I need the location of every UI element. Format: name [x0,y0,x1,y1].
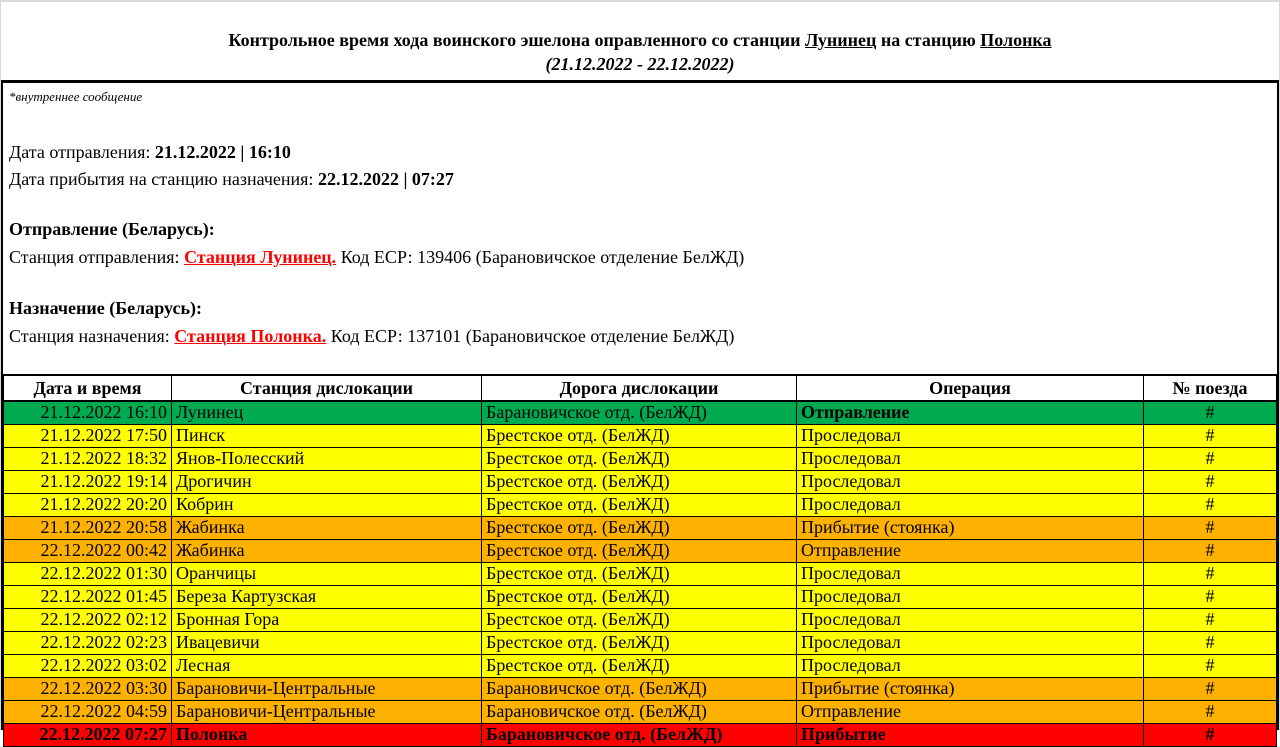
cell-train: # [1144,608,1277,631]
cell-train: # [1144,700,1277,723]
cell-train: # [1144,401,1277,424]
cell-datetime: 21.12.2022 17:50 [4,424,172,447]
cell-train: # [1144,562,1277,585]
cell-train: # [1144,585,1277,608]
table-row [4,539,1277,562]
cell-datetime: 22.12.2022 03:02 [4,654,172,677]
cell-datetime: 22.12.2022 00:42 [4,539,172,562]
cell-operation: Проследовал [797,654,1144,677]
cell-road: Брестское отд. (БелЖД) [482,654,797,677]
cell-operation: Проследовал [797,585,1144,608]
origin-heading: Отправление (Беларусь): [9,219,215,239]
cell-datetime: 22.12.2022 04:59 [4,700,172,723]
cell-train: # [1144,470,1277,493]
cell-road: Барановичское отд. (БелЖД) [482,401,797,424]
destination-heading: Назначение (Беларусь): [9,298,202,318]
cell-datetime: 21.12.2022 19:14 [4,470,172,493]
cell-operation: Отправление [797,401,1144,424]
cell-station: Янов-Полесский [172,447,482,470]
table-row [4,470,1277,493]
cell-train: # [1144,493,1277,516]
cell-datetime: 21.12.2022 20:58 [4,516,172,539]
departure-date-line [9,139,1277,166]
table-row [4,401,1277,424]
cell-station: Жабинка [172,516,482,539]
cell-operation: Прибытие (стоянка) [797,677,1144,700]
cell-road: Брестское отд. (БелЖД) [482,447,797,470]
cell-operation: Проследовал [797,493,1144,516]
cell-train: # [1144,723,1277,746]
cell-train: # [1144,654,1277,677]
report-date-range: (21.12.2022 - 22.12.2022) [545,54,735,74]
cell-operation: Проследовал [797,447,1144,470]
cell-station: Полонка [172,723,482,746]
info-block [9,139,1277,193]
cell-train: # [1144,631,1277,654]
cell-road: Брестское отд. (БелЖД) [482,631,797,654]
cell-station: Жабинка [172,539,482,562]
cell-station: Оранчицы [172,562,482,585]
table-row [4,677,1277,700]
cell-train: # [1144,677,1277,700]
report-title [1,28,1279,52]
table-row [4,424,1277,447]
cell-operation: Проследовал [797,424,1144,447]
cell-road: Брестское отд. (БелЖД) [482,608,797,631]
cell-road: Брестское отд. (БелЖД) [482,562,797,585]
column-header: Дата и время [4,375,172,401]
cell-datetime: 22.12.2022 02:12 [4,608,172,631]
arrival-date-label: Дата прибытия на станцию назначения: [9,169,318,189]
table-row [4,700,1277,723]
cell-road: Барановичское отд. (БелЖД) [482,677,797,700]
report-title-band [1,2,1279,83]
title-to-station: Полонка [980,30,1052,50]
cell-operation: Прибытие [797,723,1144,746]
title-from-station: Лунинец [804,30,877,50]
internal-note: *внутреннее сообщение [9,89,143,104]
cell-station: Барановичи-Центральные [172,677,482,700]
cell-datetime: 21.12.2022 18:32 [4,447,172,470]
cell-operation: Отправление [797,700,1144,723]
cell-station: Ивацевичи [172,631,482,654]
origin-station-link[interactable]: Станция Лунинец. [184,247,337,267]
cell-road: Брестское отд. (БелЖД) [482,493,797,516]
destination-rest: Код ЕСР: 137101 (Барановичское отделение БелЖД) [326,326,735,346]
cell-station: Береза Картузская [172,585,482,608]
cell-operation: Проследовал [797,562,1144,585]
cell-train: # [1144,447,1277,470]
cell-datetime: 22.12.2022 02:23 [4,631,172,654]
report-body [1,83,1279,744]
origin-line [9,243,1277,272]
title-middle: на станцию [876,30,981,50]
cell-operation: Отправление [797,539,1144,562]
destination-station-link[interactable]: Станция Полонка. [174,326,327,346]
destination-label: Станция назначения: [9,326,175,346]
table-row [4,654,1277,677]
table-row [4,493,1277,516]
origin-label: Станция отправления: [9,247,185,267]
cell-station: Лесная [172,654,482,677]
cell-road: Брестское отд. (БелЖД) [482,539,797,562]
title-prefix: Контрольное время хода воинского эшелона оправленного со станции [228,30,805,50]
column-header: Станция дислокации [172,375,482,401]
cell-road: Брестское отд. (БелЖД) [482,424,797,447]
cell-datetime: 22.12.2022 07:27 [4,723,172,746]
cell-train: # [1144,424,1277,447]
table-row [4,608,1277,631]
table-row [4,562,1277,585]
cell-road: Брестское отд. (БелЖД) [482,516,797,539]
origin-section [9,215,1277,272]
departure-date-label: Дата отправления: [9,142,155,162]
table-row [4,631,1277,654]
cell-train: # [1144,539,1277,562]
cell-operation: Проследовал [797,631,1144,654]
cell-road: Барановичское отд. (БелЖД) [482,700,797,723]
arrival-date-line [9,166,1277,193]
column-header: Операция [797,375,1144,401]
cell-operation: Проследовал [797,470,1144,493]
cell-station: Бронная Гора [172,608,482,631]
cell-station: Барановичи-Центральные [172,700,482,723]
cell-station: Лунинец [172,401,482,424]
cell-station: Дрогичин [172,470,482,493]
origin-rest: Код ЕСР: 139406 (Барановичское отделение БелЖД) [336,247,745,267]
route-table [3,374,1277,747]
cell-station: Кобрин [172,493,482,516]
destination-line [9,322,1277,351]
table-row [4,516,1277,539]
cell-road: Брестское отд. (БелЖД) [482,585,797,608]
column-header: Дорога дислокации [482,375,797,401]
cell-station: Пинск [172,424,482,447]
table-header-row [4,375,1277,401]
cell-operation: Проследовал [797,608,1144,631]
table-row [4,585,1277,608]
table-row [4,447,1277,470]
cell-datetime: 21.12.2022 20:20 [4,493,172,516]
cell-datetime: 22.12.2022 01:30 [4,562,172,585]
cell-road: Барановичское отд. (БелЖД) [482,723,797,746]
departure-date-value: 21.12.2022 | 16:10 [154,142,291,162]
route-table-body [4,401,1277,746]
cell-datetime: 22.12.2022 01:45 [4,585,172,608]
cell-train: # [1144,516,1277,539]
column-header: № поезда [1144,375,1277,401]
table-row [4,723,1277,746]
cell-datetime: 21.12.2022 16:10 [4,401,172,424]
cell-road: Брестское отд. (БелЖД) [482,470,797,493]
arrival-date-value: 22.12.2022 | 07:27 [317,169,454,189]
destination-section [9,294,1277,351]
cell-operation: Прибытие (стоянка) [797,516,1144,539]
cell-datetime: 22.12.2022 03:30 [4,677,172,700]
